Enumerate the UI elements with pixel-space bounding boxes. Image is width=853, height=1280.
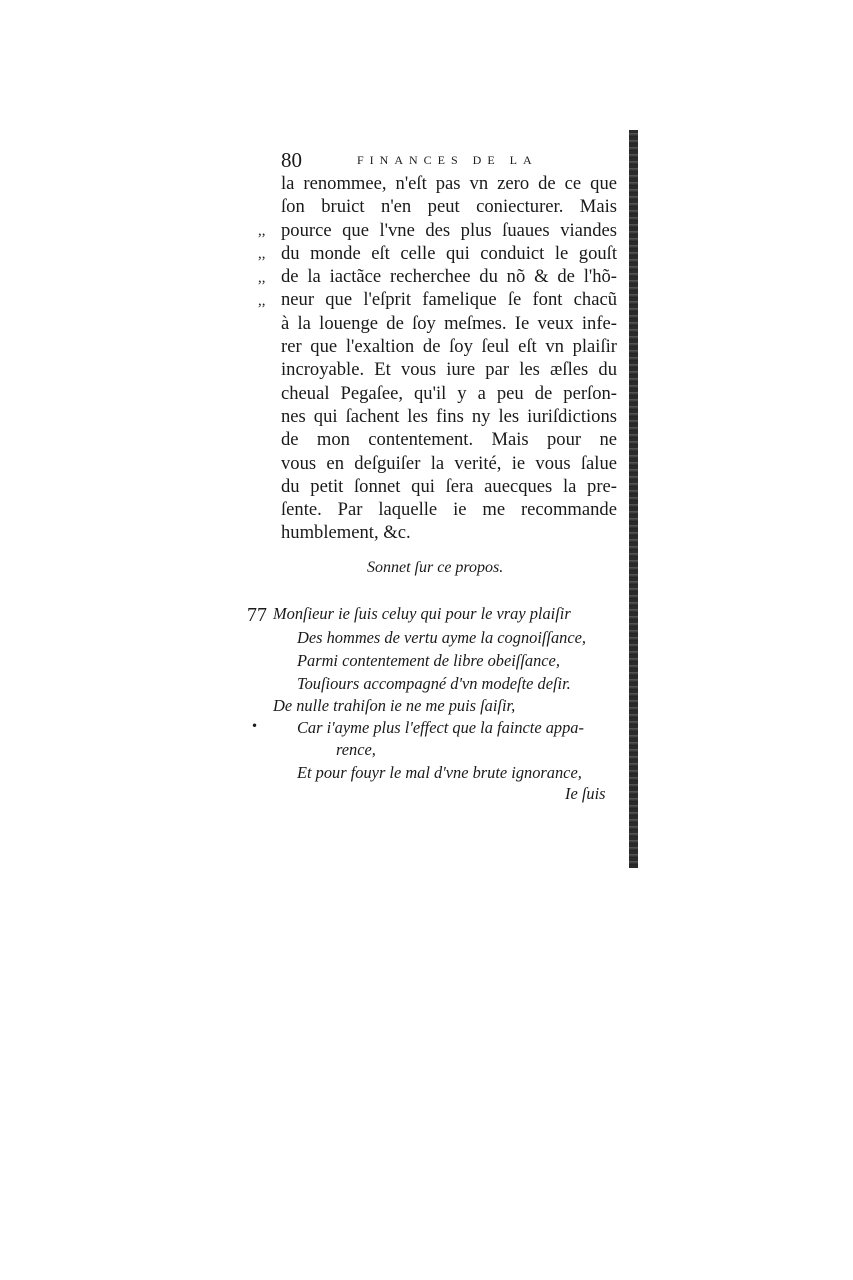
prose-line: du petit ſonnet qui ſera auecques la pre- (281, 475, 617, 497)
sonnet-line: Car i'ayme plus l'effect que la faincte appa- (297, 718, 584, 737)
prose-body (281, 172, 617, 545)
prose-line: incroyable. Et vous iure par les æſles du (281, 359, 617, 381)
sonnet-line: De nulle trahiſon ie ne me puis ſaiſir, (273, 696, 516, 715)
prose-line: vous en deſguiſer la verité, ie vous ſalue (281, 452, 617, 474)
catchword: Ie ſuis (565, 784, 606, 803)
prose-line: nes qui ſachent les fins ny les iuriſdictions (281, 405, 617, 427)
quote-mark: ,, (258, 246, 266, 263)
running-head: FINANCES DE LA (357, 153, 538, 167)
quote-mark: ,, (258, 292, 266, 309)
sonnet-title: Sonnet ſur ce propos. (367, 559, 504, 576)
sonnet-line: Touſiours accompagné d'vn modeſte deſir. (297, 674, 571, 693)
prose-line: cheual Pegaſee, qu'il y a peu de perſon- (281, 382, 617, 404)
prose-line: pource que l'vne des plus ſuaues viandes (281, 219, 617, 241)
prose-line: de la iactãce recherchee du nõ & de l'hõ- (281, 266, 617, 288)
sonnet-line: Et pour fouyr le mal d'vne brute ignorance, (297, 763, 582, 782)
page-number: 80 (281, 148, 302, 172)
verse-number: 77 (247, 604, 267, 626)
prose-line: ſon bruict n'en peut coniecturer. Mais (281, 196, 617, 218)
prose-line: à la louenge de ſoy meſmes. Ie veux infe- (281, 312, 617, 334)
quote-mark: ,, (258, 223, 266, 239)
prose-line: humblement, &c. (281, 522, 411, 544)
sonnet-line: Monſieur ie ſuis celuy qui pour le vray plaiſir (273, 604, 571, 623)
margin-bullet: • (251, 719, 259, 733)
quote-mark: ,, (258, 269, 266, 286)
page-gutter-shadow (629, 130, 638, 868)
sonnet-line: rence, (336, 740, 376, 759)
sonnet-line: Parmi contentement de libre obeiſſance, (297, 651, 560, 670)
prose-line: de mon contentement. Mais pour ne (281, 429, 617, 451)
prose-line: du monde eſt celle qui conduict le gouſt (281, 242, 617, 264)
page-header (281, 148, 621, 172)
prose-line: ſente. Par laquelle ie me recommande (281, 499, 617, 521)
prose-line: la renommee, n'eſt pas vn zero de ce que (281, 173, 617, 194)
sonnet-line: Des hommes de vertu ayme la cognoiſſance, (297, 628, 587, 647)
prose-line: rer que l'exaltion de ſoy ſeul eſt vn plaiſir (281, 336, 617, 358)
prose-line: neur que l'eſprit famelique ſe font chacũ (281, 289, 617, 311)
